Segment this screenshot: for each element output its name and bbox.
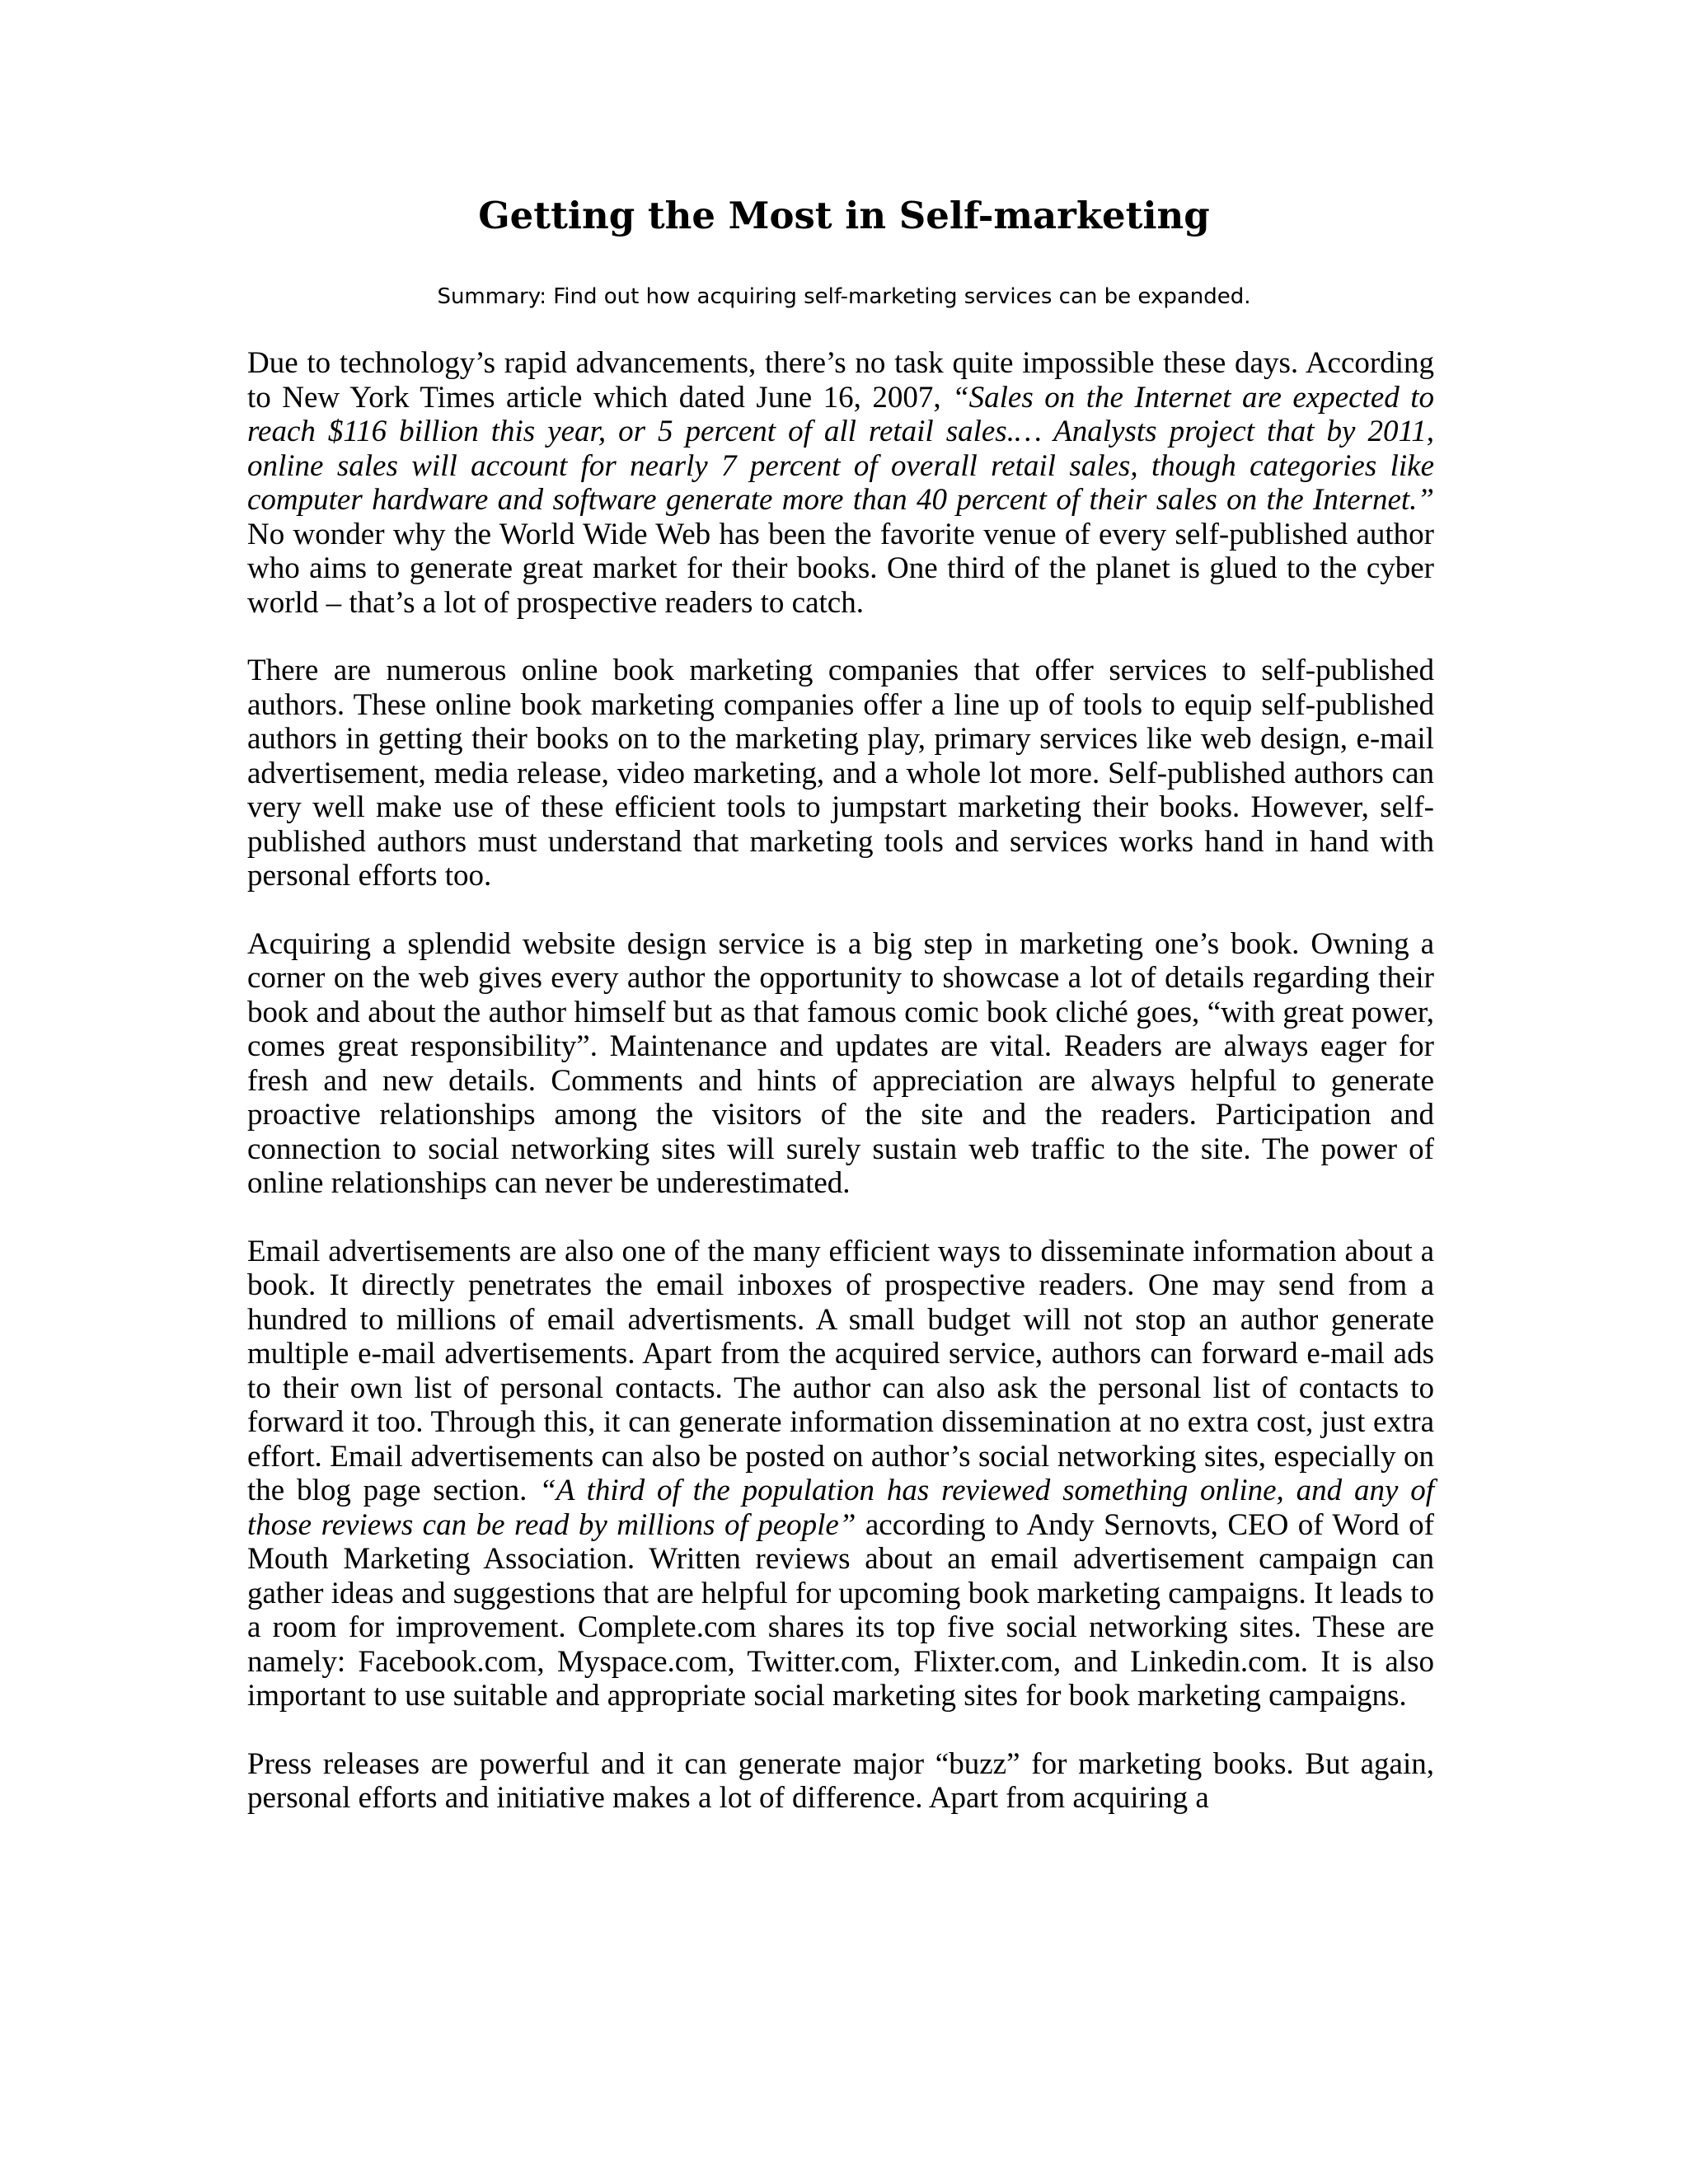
paragraph-5: Press releases are powerful and it can generate major “buzz” for marketing books. But again, personal efforts and initiative makes a lot of difference. Apart from acquiring a	[247, 1746, 1434, 1815]
summary-line: Summary: Find out how acquiring self-marketing services can be expanded.	[437, 284, 1251, 309]
paragraph-4-outro: according to Andy Sernovts, CEO of Word of Mouth Marketing Association. Written reviews about an email advertisement campaign can gather ideas and suggestions that are helpful for upcoming book marketing campaigns. It leads to a room for improvement. Complete.com shares its top five social networking sites. These are namely: Facebook.com, Myspace.com, Twitter.com, Flixter.com, and Linkedin.com. It is also important to use suitable and appropriate social marketing sites for book marketing campaigns.	[247, 1507, 1434, 1713]
paragraph-1	[247, 346, 1434, 620]
article-body	[247, 346, 1434, 1849]
paragraph-1-quote: “Sales on the Internet are expected to reach $116 billion this year, or 5 percent of all retail sales.… Analysts project that by 2011, online sales will account for nearly 7 percent of overall retail sales, though categories like computer hardware and software generate more than 40 percent of their sales on the Internet.”	[247, 380, 1434, 517]
paragraph-4-intro: Email advertisements are also one of the many efficient ways to disseminate information about a book. It directly penetrates the email inboxes of prospective readers. One may send from a hundred to millions of email advertisments. A small budget will not stop an author generate multiple e-mail advertisements. Apart from the acquired service, authors can forward e-mail ads to their own list of personal contacts. The author can also ask the personal list of contacts to forward it too. Through this, it can generate information dissemination at no extra cost, just extra effort. Email advertisements can also be posted on author’s social networking sites, especially on the blog page section.	[247, 1234, 1434, 1507]
paragraph-2: There are numerous online book marketing companies that offer services to self-published authors. These online book marketing companies offer a line up of tools to equip self-published authors in getting their books on to the marketing play, primary services like web design, e-mail advertisement, media release, video marketing, and a whole lot more. Self-published authors can very well make use of these efficient tools to jumpstart marketing their books. However, self-published authors must understand that marketing tools and services works hand in hand with personal efforts too.	[247, 654, 1434, 893]
page-title: Getting the Most in Self-marketing	[478, 194, 1210, 237]
paragraph-4-quote: “A third of the population has reviewed something online, and any of those reviews can be read by millions of people”	[247, 1474, 1434, 1542]
paragraph-3: Acquiring a splendid website design service is a big step in marketing one’s book. Owning a corner on the web gives every author the opportunity to showcase a lot of details regarding their book and about the author himself but as that famous comic book cliché goes, “with great power, comes great responsibility”. Maintenance and updates are vital. Readers are always eager for fresh and new details. Comments and hints of appreciation are always helpful to generate proactive relationships among the visitors of the site and the readers. Participation and connection to social networking sites will surely sustain web traffic to the site. The power of online relationships can never be underestimated.	[247, 926, 1434, 1200]
paragraph-4	[247, 1235, 1434, 1713]
paragraph-1-outro: No wonder why the World Wide Web has been the favorite venue of every self-published author who aims to generate great market for their books. One third of the planet is glued to the cyber world – that’s a lot of prospective readers to catch.	[247, 517, 1434, 620]
paragraph-1-intro: Due to technology’s rapid advancements, there’s no task quite impossible these days. According to New York Times article which dated June 16, 2007,	[247, 346, 1434, 415]
